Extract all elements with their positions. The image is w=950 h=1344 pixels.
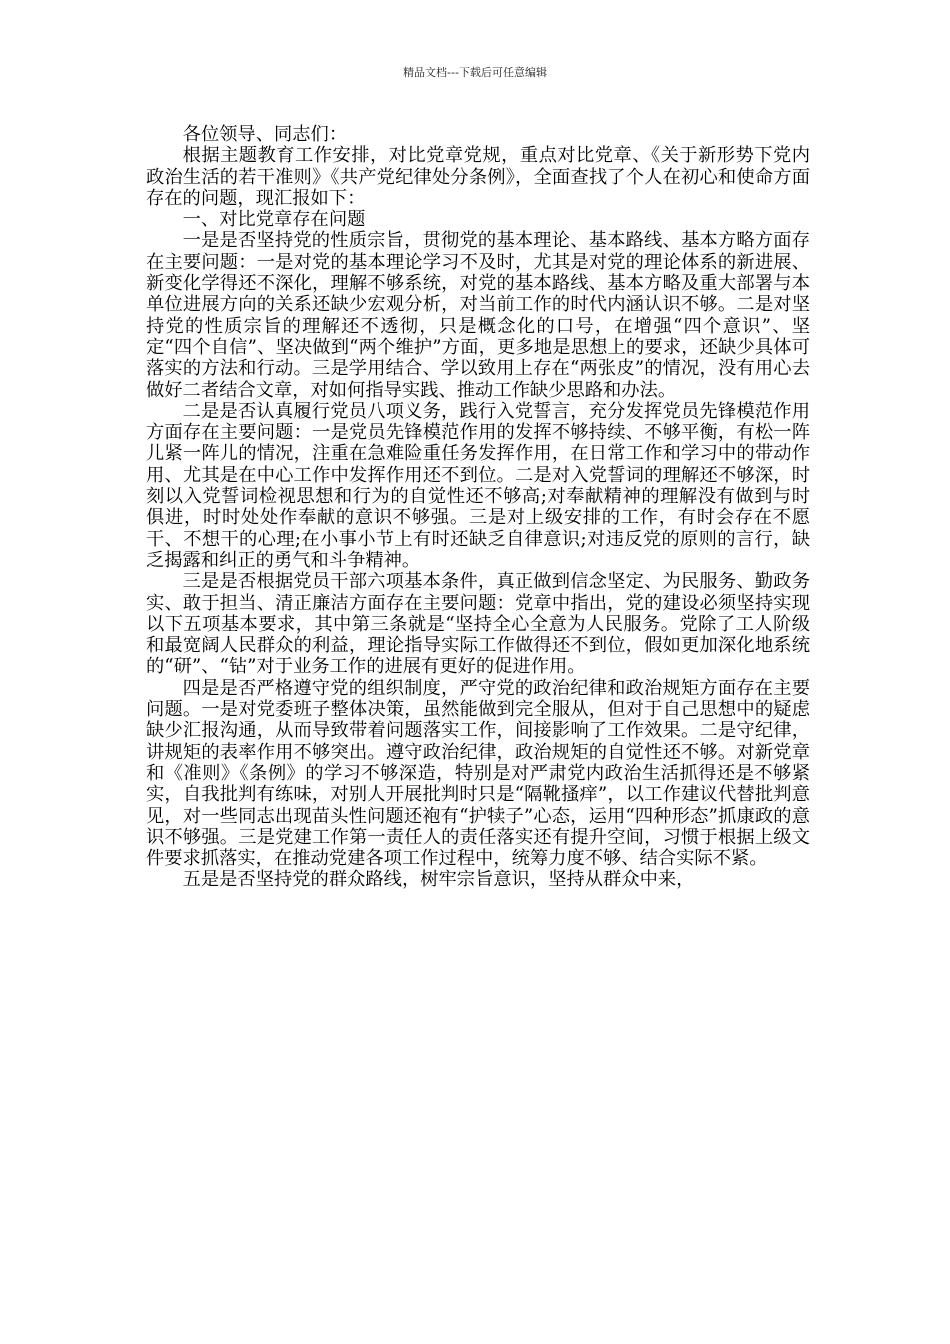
paragraph-4: 四是是否严格遵守党的组织制度，严守党的政治纪律和政治规矩方面存在主要问题。一是对党委班子整体决策，虽然能做到完全服从，但对于自己思想中的疑虑缺少汇报沟通，从而导致带着问题落实工作，间接影响了工作效果。二是守纪律，讲规矩的表率作用不够突出。遵守政治纪律，政治规矩的自觉性还不够。对新党章和《准则》《条例》的学习不够深造，特别是对严肃党内政治生活抓得还是不够紧实，自我批判有练味，对别人开展批判时只是“隔靴搔痒”，以工作建议代替批判意见，对一些同志出现苗头性问题还袍有“护犊子”心态，运用“四种形态”抓康政的意识不够强。三是党建工作第一责任人的责任落实还有提升空间，习惯于根据上级文件要求抓落实，在推动党建各项工作过程中，统筹力度不够、结合实际不紧。 [146, 677, 810, 870]
paragraph-5: 五是是否坚持党的群众路线，树牢宗旨意识，坚持从群众中来， [182, 869, 695, 891]
page-header: 精品文档---下载后可任意编辑 [403, 66, 547, 79]
intro-paragraph: 根据主题教育工作安排，对比党章党规，重点对比党章、《关于新形势下党内政治生活的若干准则》《共产党纪律处分条例》，全面查找了个人在初心和使命方面存在的问题，现汇报如下： [146, 145, 810, 209]
document-body [146, 124, 810, 891]
paragraph-1: 一是是否坚持党的性质宗旨，贯彻党的基本理论、基本路线、基本方略方面存在主要问题：一是对党的基本理论学习不及时，尤其是对党的理论体系的新进展、新变化学得还不深化，理解不够系统，对党的基本路线、基本方略及重大部署与本单位进展方向的关系还缺少宏观分析，对当前工作的时代内涵认识不够。二是对坚持党的性质宗旨的理解还不透彻，只是概念化的口号，在增强“四个意识”、坚定“四个自信”、坚决做到“两个维护”方面，更多地是思想上的要求，还缺少具体可落实的方法和行动。三是学用结合、学以致用上存在“两张皮”的情况，没有用心去做好二者结合文章，对如何指导实践、推动工作缺少思路和办法。 [146, 230, 810, 401]
section-heading: 一、对比党章存在问题 [182, 209, 366, 231]
paragraph-2: 二是是否认真履行党员八项义务，践行入党誓言，充分发挥党员先锋模范作用方面存在主要问题：一是党员先锋模范作用的发挥不够持续、不够平衡，有松一阵儿紧一阵儿的情况，注重在急难险重任务发挥作用，在日常工作和学习中的带动作用、尤其是在中心工作中发挥作用还不到位。二是对入党誓词的理解还不够深，时刻以入党誓词检视思想和行为的自觉性还不够高;对奉献精神的理解没有做到与时俱进，时时处处作奉献的意识不够强。三是对上级安排的工作，有时会存在不愿干、不想干的心理;在小事小节上有时还缺乏自律意识;对违反党的原则的言行，缺乏揭露和纠正的勇气和斗争精神。 [146, 400, 810, 571]
paragraph-3: 三是是否根据党员干部六项基本条件，真正做到信念坚定、为民服务、勤政务实、敢于担当、清正廉洁方面存在主要问题：党章中指出，党的建设必须坚持实现以下五项基本要求，其中第三条就是“坚持全心全意为人民服务。党除了工人阶级和最宽阔人民群众的利益，理论指导实际工作做得还不到位，假如更加深化地系统的“研”、“钻”对于业务工作的进展有更好的促进作用。 [146, 571, 810, 678]
greeting: 各位领导、同志们： [182, 124, 348, 145]
